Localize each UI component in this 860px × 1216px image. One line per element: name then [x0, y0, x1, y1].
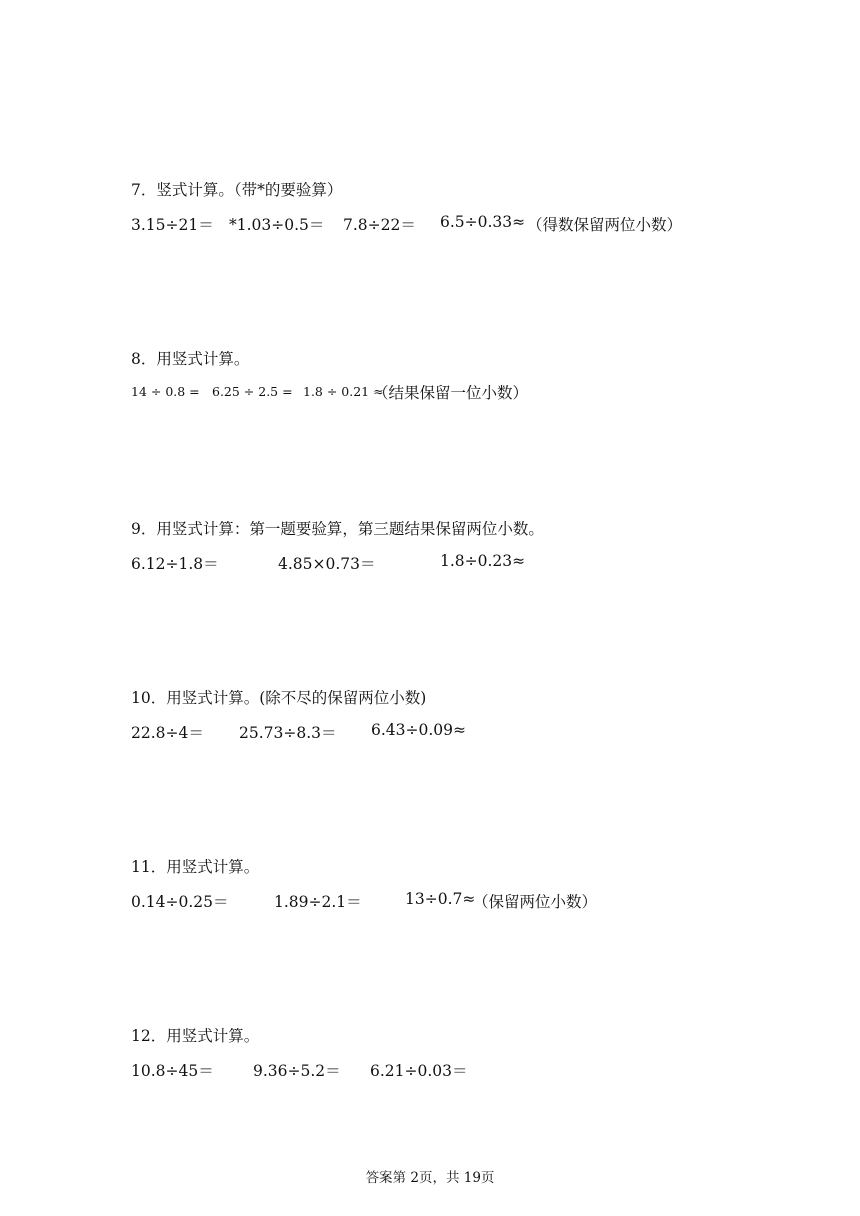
- question-11-item-1: 0.14÷0.25＝: [131, 893, 229, 911]
- question-7-title: 7．竖式计算。（带*的要验算）: [131, 181, 343, 199]
- question-9-item-3: 1.8÷0.23≈: [440, 552, 526, 570]
- question-9-title: 9．用竖式计算：第一题要验算，第三题结果保留两位小数。: [131, 520, 544, 538]
- question-10-item-1: 22.8÷4＝: [131, 724, 204, 742]
- question-10-item-3: 6.43÷0.09≈: [371, 721, 466, 739]
- question-8-title: 8．用竖式计算。: [131, 350, 250, 368]
- question-11-note: （保留两位小数）: [473, 893, 598, 911]
- question-8-note: （结果保留一位小数）: [373, 384, 529, 402]
- question-10-item-2: 25.73÷8.3＝: [239, 724, 337, 742]
- question-8-item-3: 1.8 ÷ 0.21 ≈: [303, 384, 384, 399]
- question-12-item-1: 10.8÷45＝: [131, 1062, 214, 1080]
- question-12-item-3: 6.21÷0.03＝: [370, 1062, 468, 1080]
- question-11-item-2: 1.89÷2.1＝: [274, 893, 362, 911]
- question-11-title: 11．用竖式计算。: [131, 858, 260, 876]
- question-8-item-2: 6.25 ÷ 2.5 =: [212, 384, 293, 399]
- question-12-title: 12．用竖式计算。: [131, 1027, 260, 1045]
- question-7-item-1: 3.15÷21＝: [131, 216, 214, 234]
- question-8-item-1: 14 ÷ 0.8 =: [131, 384, 200, 399]
- question-7-note: （得数保留两位小数）: [527, 216, 683, 234]
- question-11-item-3: 13÷0.7≈: [405, 890, 476, 908]
- question-7-item-3: 7.8÷22＝: [343, 216, 416, 234]
- question-9-item-2: 4.85×0.73＝: [278, 555, 376, 573]
- question-7-item-2: *1.03÷0.5＝: [229, 216, 325, 234]
- question-9-item-1: 6.12÷1.8＝: [131, 555, 219, 573]
- page-footer: 答案第 2页，共 19页: [365, 1170, 495, 1186]
- question-12-item-2: 9.36÷5.2＝: [253, 1062, 341, 1080]
- question-7-item-4: 6.5÷0.33≈: [440, 213, 526, 231]
- question-10-title: 10．用竖式计算。(除不尽的保留两位小数): [131, 689, 427, 707]
